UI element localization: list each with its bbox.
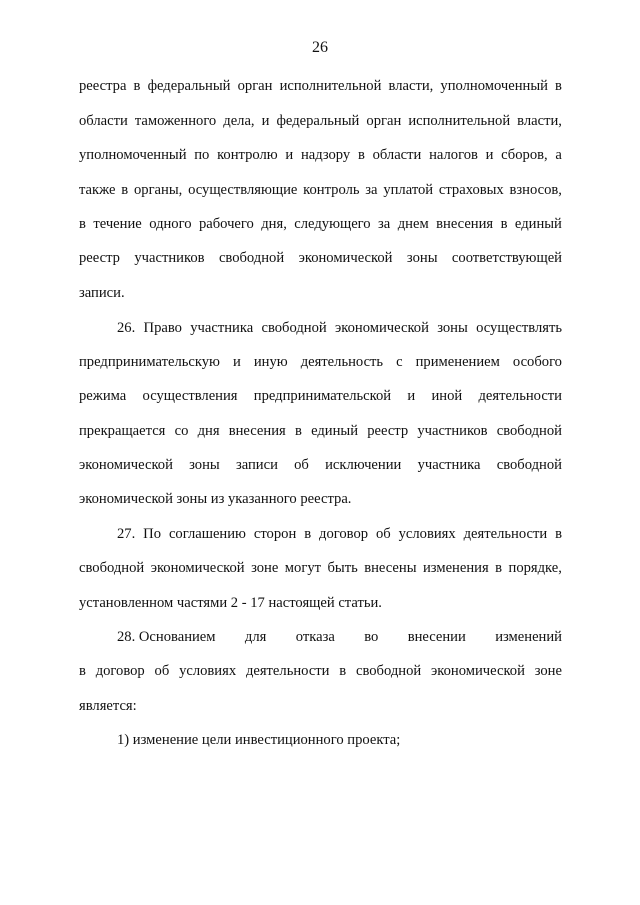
word: федеральный — [147, 78, 231, 94]
text-line — [79, 661, 562, 681]
word: дня, — [261, 216, 287, 232]
word: в — [555, 526, 562, 542]
word: зоны — [406, 250, 438, 266]
word: участника — [190, 320, 254, 336]
word: в — [294, 423, 302, 439]
word: дня — [197, 423, 220, 439]
text-line — [79, 111, 562, 131]
word: области — [372, 147, 422, 163]
word: применением — [415, 354, 500, 370]
word: внесения — [228, 423, 286, 439]
text-line — [79, 145, 562, 165]
word: деятельности — [463, 526, 548, 542]
word: условиях — [179, 663, 237, 679]
word: прекращается — [79, 423, 166, 439]
word: сторон — [253, 526, 297, 542]
word: в — [304, 526, 312, 542]
word: единый — [311, 423, 359, 439]
word: следующего — [294, 216, 371, 232]
word: деятельности — [245, 663, 330, 679]
text-line — [79, 214, 562, 234]
word: договор — [319, 526, 369, 542]
word: и — [232, 354, 241, 370]
word: свободной — [261, 320, 327, 336]
word: в — [79, 216, 86, 232]
text-line — [79, 696, 562, 716]
word: 28. Основанием — [117, 629, 216, 645]
text-line — [79, 180, 562, 200]
word: записи. — [79, 285, 125, 301]
word: реестра — [79, 78, 127, 94]
word: записи — [235, 457, 278, 473]
word: уполномоченный — [79, 147, 187, 163]
word: отказа — [295, 629, 335, 645]
word: участника — [417, 457, 481, 473]
word: реестр — [367, 423, 409, 439]
text-line — [79, 283, 562, 303]
word: власти, — [517, 113, 562, 129]
word: экономической зоны из указанного реестра. — [79, 491, 352, 507]
word: режима — [79, 388, 127, 404]
word: органы, — [133, 182, 183, 198]
word: и — [285, 147, 294, 163]
word: осуществлять — [476, 320, 562, 336]
word: внесены — [364, 560, 417, 576]
word: в — [555, 78, 562, 94]
word: экономической — [298, 250, 393, 266]
word: а — [555, 147, 562, 163]
word: в — [500, 216, 508, 232]
text-line — [79, 455, 562, 475]
word: свободной — [496, 457, 562, 473]
word: по — [194, 147, 210, 163]
word: условиях — [398, 526, 456, 542]
word: во — [364, 629, 379, 645]
word: единый — [514, 216, 562, 232]
text-line — [79, 76, 562, 96]
word: 1) изменение цели инвестиционного проекта; — [117, 732, 401, 748]
word: сборов, — [501, 147, 548, 163]
word: уполномоченный — [440, 78, 548, 94]
word: власти, — [388, 78, 434, 94]
word: зоне — [534, 663, 562, 679]
word: могут — [284, 560, 321, 576]
text-line — [79, 489, 562, 509]
word: внесении — [407, 629, 466, 645]
word: соглашению — [168, 526, 246, 542]
word: изменения — [422, 560, 489, 576]
paragraph-28-first-line — [117, 627, 562, 647]
word: 26. — [117, 320, 136, 336]
word: таможенного — [134, 113, 217, 129]
word: надзору — [300, 147, 351, 163]
word: порядке, — [508, 560, 562, 576]
text-line — [79, 558, 562, 578]
text-line — [79, 421, 562, 441]
word: налогов — [429, 147, 478, 163]
word: быть — [327, 560, 358, 576]
word: в — [133, 78, 141, 94]
word: орган — [237, 78, 273, 94]
word: и — [407, 388, 416, 404]
word: одного — [149, 216, 192, 232]
word: иной — [431, 388, 463, 404]
word: свободной — [79, 560, 145, 576]
word: особого — [512, 354, 562, 370]
word: также — [79, 182, 116, 198]
word: соответствующей — [451, 250, 562, 266]
word: экономической — [79, 457, 173, 473]
word: предпринимательскую — [79, 354, 220, 370]
word: и — [485, 147, 494, 163]
word: иную — [253, 354, 288, 370]
text-line — [79, 248, 562, 268]
word: является: — [79, 698, 137, 714]
word: зоне — [251, 560, 279, 576]
word: деятельность — [300, 354, 384, 370]
word: для — [244, 629, 267, 645]
word: в — [495, 560, 503, 576]
list-item-1 — [117, 730, 562, 750]
word: течение — [93, 216, 142, 232]
word: федеральный — [276, 113, 360, 129]
word: страховых — [438, 182, 504, 198]
page-number: 26 — [312, 39, 328, 56]
word: об — [375, 526, 391, 542]
word: исполнительной — [408, 113, 511, 129]
word: участников — [134, 250, 205, 266]
word: Право — [143, 320, 182, 336]
word: области — [79, 113, 128, 129]
word: предпринимательской — [253, 388, 392, 404]
word: осуществления — [142, 388, 238, 404]
word: исполнительной — [279, 78, 382, 94]
word: внесения — [436, 216, 494, 232]
word: дела, — [223, 113, 255, 129]
word: со — [174, 423, 189, 439]
word: контролю — [217, 147, 278, 163]
word: рабочего — [198, 216, 254, 232]
word: взносов, — [509, 182, 562, 198]
word: экономической — [335, 320, 429, 336]
word: реестр — [79, 250, 120, 266]
word: установленном частями 2 - 17 настоящей статьи. — [79, 595, 382, 611]
word: изменений — [495, 629, 562, 645]
text-line — [79, 352, 562, 372]
word: об — [154, 663, 170, 679]
word: свободной — [218, 250, 285, 266]
word: деятельности — [478, 388, 562, 404]
word: контроль — [303, 182, 360, 198]
word: договор — [95, 663, 145, 679]
word: экономической — [431, 663, 525, 679]
word: в — [121, 182, 129, 198]
word: зоны — [437, 320, 468, 336]
word: и — [261, 113, 270, 129]
text-line — [79, 593, 562, 613]
text-line — [79, 386, 562, 406]
word: По — [143, 526, 162, 542]
paragraph-26-first-line — [117, 318, 562, 338]
word: об — [294, 457, 309, 473]
word: с — [396, 354, 403, 370]
word: в — [357, 147, 365, 163]
word: в — [339, 663, 347, 679]
word: орган — [366, 113, 402, 129]
word: уплатой — [383, 182, 434, 198]
word: экономической — [150, 560, 245, 576]
word: днем — [397, 216, 429, 232]
word: в — [79, 663, 86, 679]
word: зоны — [189, 457, 220, 473]
word: свободной — [496, 423, 562, 439]
word: за — [378, 216, 391, 232]
paragraph-27-first-line — [117, 524, 562, 544]
word: исключении — [325, 457, 402, 473]
word: участников — [417, 423, 488, 439]
word: 27. — [117, 526, 136, 542]
word: свободной — [355, 663, 422, 679]
word: за — [365, 182, 378, 198]
word: осуществляющие — [188, 182, 298, 198]
